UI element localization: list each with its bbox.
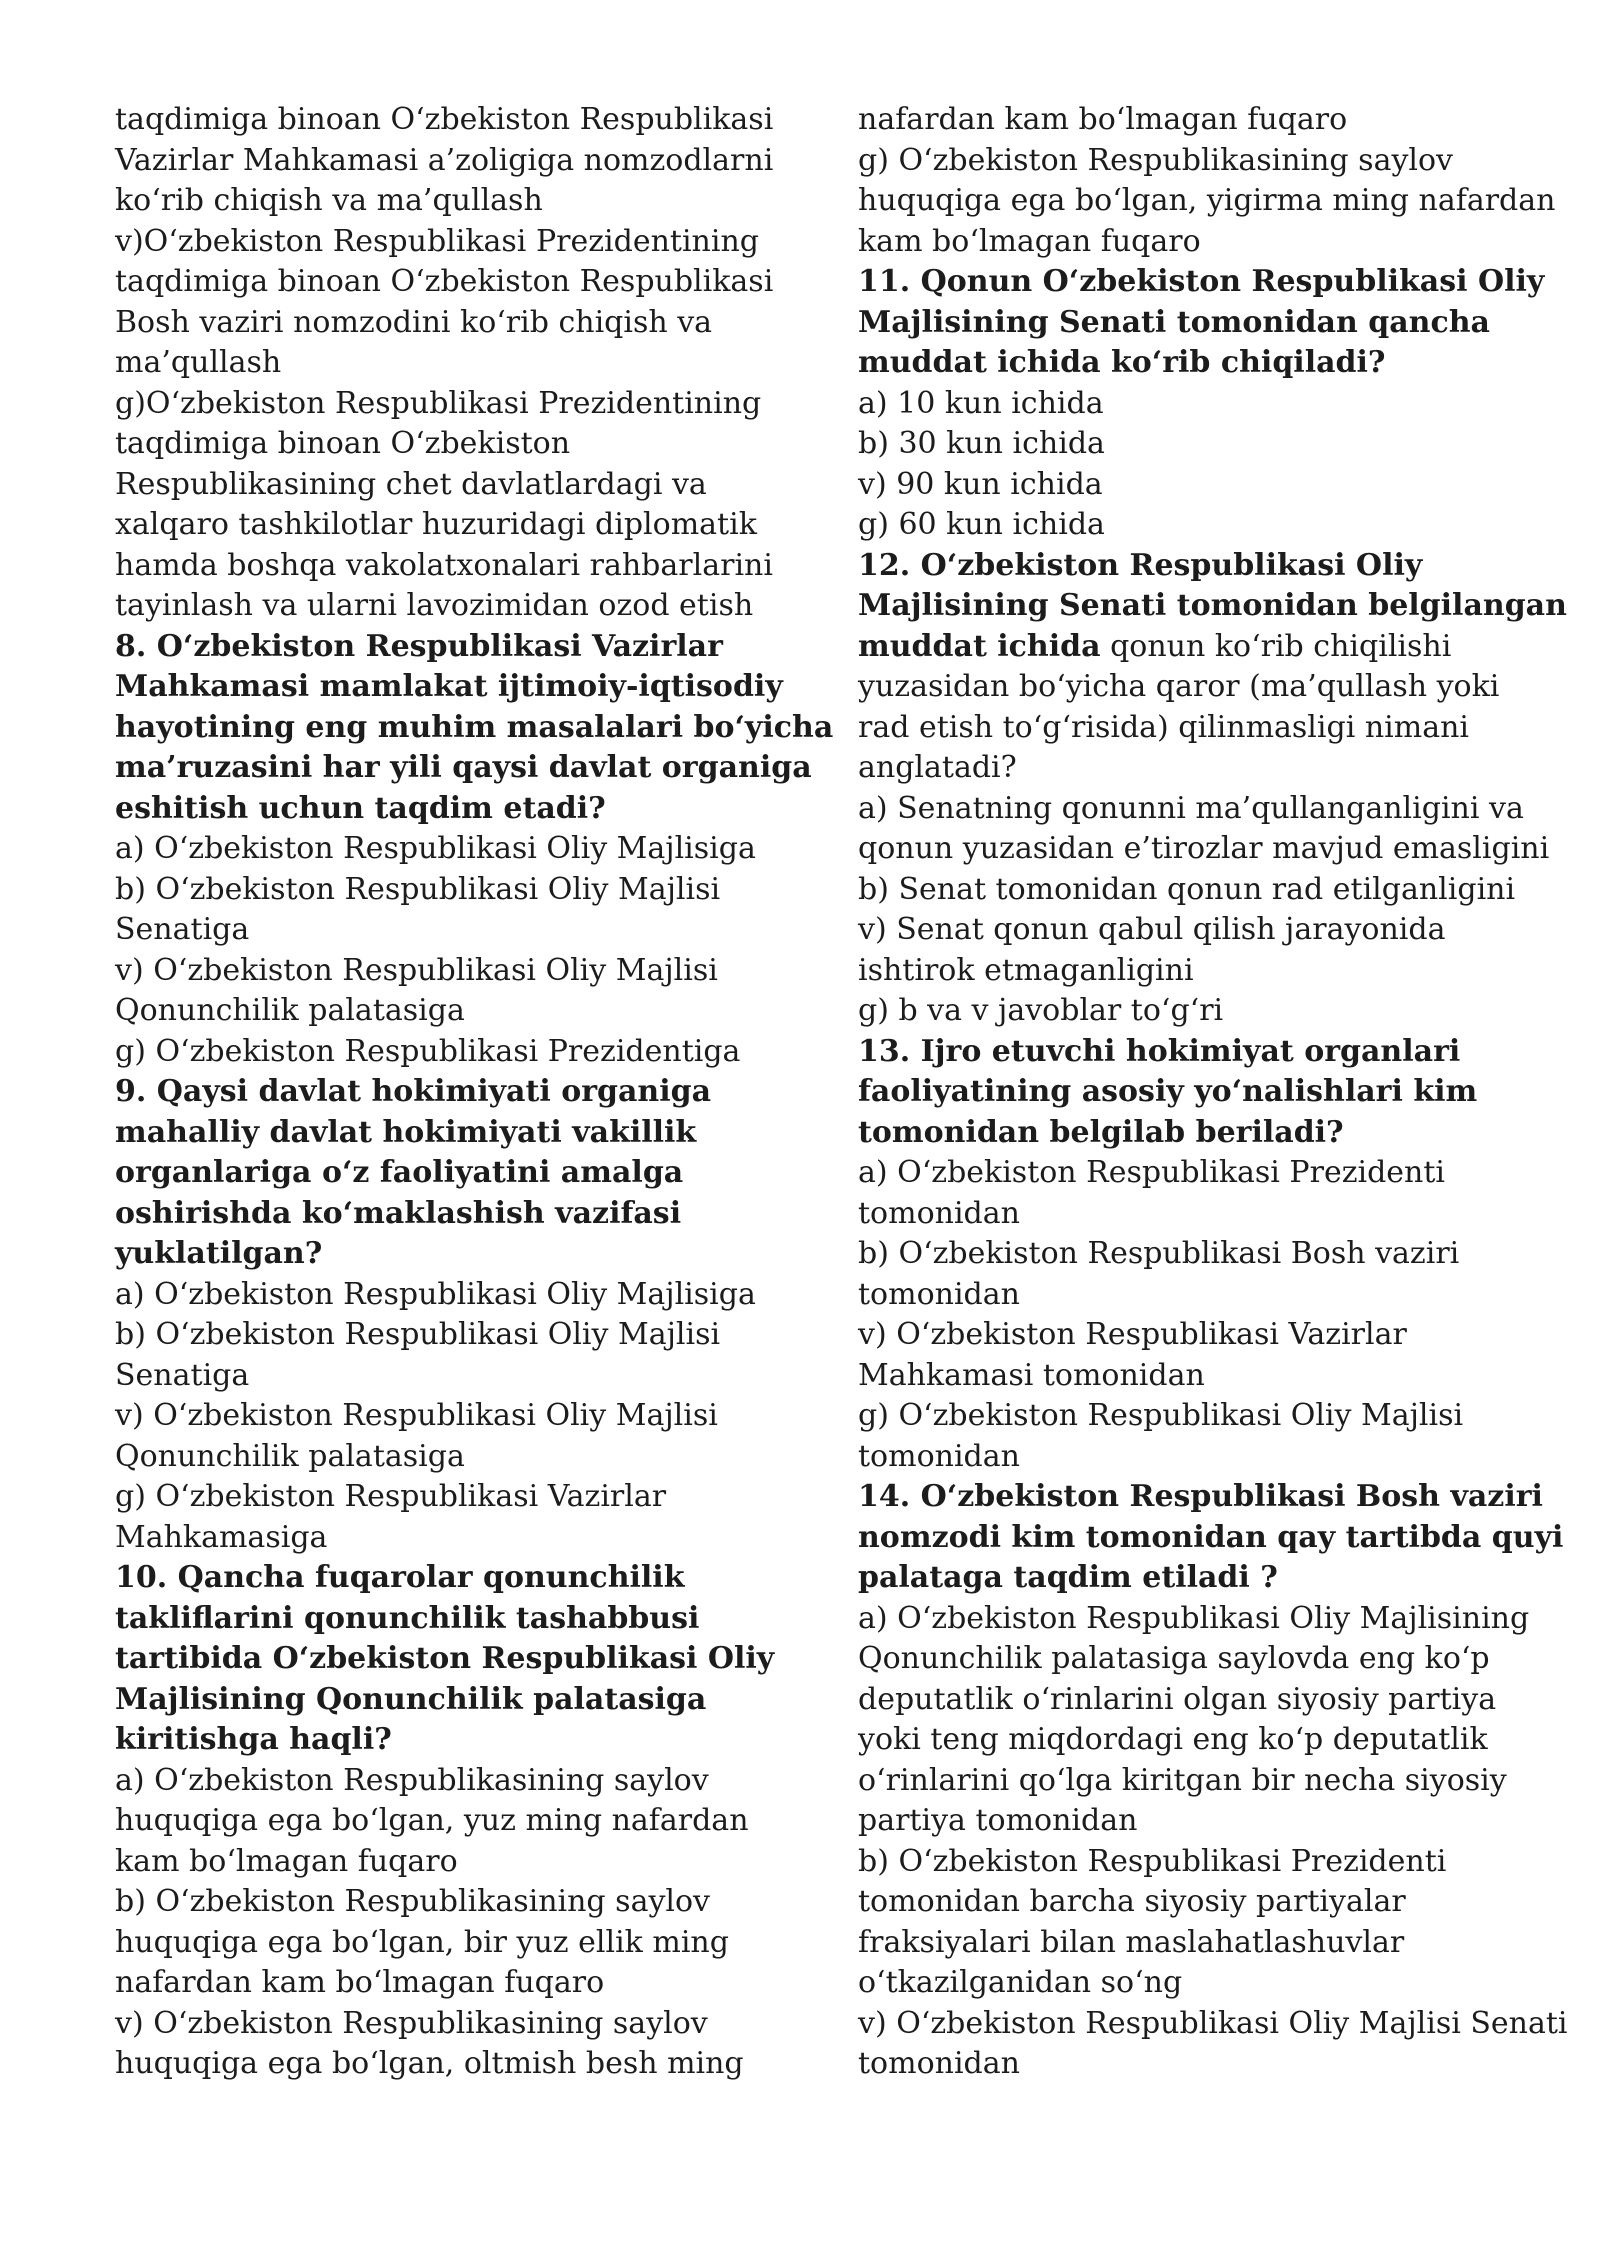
answer-line: b) O‘zbekiston Respublikasi Oliy Majlisi xyxy=(115,871,721,907)
question-line: 10. Qancha fuqarolar qonunchilik xyxy=(115,1560,685,1595)
answer-line: b) O‘zbekiston Respublikasi Prezidenti xyxy=(858,1843,1447,1879)
question-line: palataga taqdim etiladi ? xyxy=(858,1560,1278,1595)
answer-line: huquqiga ega bo‘lgan, yigirma ming nafardan xyxy=(858,183,1556,218)
question-line: Majlisining Senati tomonidan qancha xyxy=(858,304,1490,340)
question-line: 12. O‘zbekiston Respublikasi Oliy xyxy=(858,547,1423,583)
answer-line: nafardan kam bo‘lmagan fuqaro xyxy=(858,102,1348,137)
answer-line: v) O‘zbekiston Respublikasining saylov xyxy=(115,2005,708,2041)
answer-line: tomonidan xyxy=(858,1195,1020,1231)
answer-line: hamda boshqa vakolatxonalari rahbarlarini xyxy=(115,547,773,583)
answer-line: b) O‘zbekiston Respublikasi Oliy Majlisi xyxy=(115,1317,721,1352)
answer-line: a) 10 kun ichida xyxy=(858,385,1104,421)
answer-line: Bosh vaziri nomzodini ko‘rib chiqish va xyxy=(115,304,713,340)
question-line: 14. O‘zbekiston Respublikasi Bosh vaziri xyxy=(858,1479,1543,1514)
answer-line: tayinlash va ularni lavozimidan ozod etish xyxy=(115,588,754,623)
answer-line: g) 60 kun ichida xyxy=(858,507,1105,542)
answer-line: deputatlik o‘rinlarini olgan siyosiy partiya xyxy=(858,1681,1497,1717)
question-line: muddat ichida ko‘rib chiqiladi? xyxy=(858,345,1386,380)
answer-line: v) Senat qonun qabul qilish jarayonida xyxy=(858,912,1446,947)
answer-line: o‘rinlarini qo‘lga kiritgan bir necha siyosiy xyxy=(858,1762,1507,1798)
answer-line: nafardan kam bo‘lmagan fuqaro xyxy=(115,1965,605,2000)
answer-line: qonun yuzasidan e’tirozlar mavjud emasligini xyxy=(858,831,1550,866)
answer-line: kam bo‘lmagan fuqaro xyxy=(858,223,1201,259)
question-line: kiritishga haqli? xyxy=(115,1722,392,1757)
answer-line: taqdimiga binoan O‘zbekiston Respublikasi xyxy=(115,102,774,137)
answer-line: g)O‘zbekiston Respublikasi Prezidentining xyxy=(115,385,762,421)
question-line: tomonidan belgilab beriladi? xyxy=(858,1114,1344,1150)
question-line: yuklatilgan? xyxy=(115,1236,323,1271)
answer-line: g) O‘zbekiston Respublikasi Prezidentiga xyxy=(115,1033,741,1069)
answer-line: g) O‘zbekiston Respublikasining saylov xyxy=(858,142,1454,178)
question-line: Majlisining Qonunchilik palatasiga xyxy=(115,1681,707,1717)
answer-line: taqdimiga binoan O‘zbekiston Respublikasi xyxy=(115,264,774,299)
answer-line: v) O‘zbekiston Respublikasi Vazirlar xyxy=(858,1317,1407,1352)
question-text-segment: muddat ichida xyxy=(858,628,1101,664)
answer-line: v) O‘zbekiston Respublikasi Oliy Majlisi xyxy=(115,952,718,988)
answer-line: Qonunchilik palatasiga xyxy=(115,993,465,1028)
question-line: eshitish uchun taqdim etadi? xyxy=(115,790,606,826)
question-line: mahalliy davlat hokimiyati vakillik xyxy=(115,1114,697,1150)
answer-line: v) O‘zbekiston Respublikasi Oliy Majlisi xyxy=(115,1398,718,1433)
answer-line: b) 30 kun ichida xyxy=(858,426,1105,461)
answer-line: tomonidan xyxy=(858,2046,1020,2081)
left-column xyxy=(115,100,834,2085)
answer-line: Vazirlar Mahkamasi a’zoligiga nomzodlarni xyxy=(115,142,774,178)
answer-line: tomonidan barcha siyosiy partiyalar xyxy=(858,1884,1406,1919)
answer-line: a) O‘zbekiston Respublikasining saylov xyxy=(115,1762,709,1798)
answer-line: Mahkamasiga xyxy=(115,1519,328,1555)
question-line: organlariga o‘z faoliyatini amalga xyxy=(115,1155,684,1190)
answer-line: Respublikasining chet davlatlardagi va xyxy=(115,466,707,502)
answer-line: yoki teng miqdordagi eng ko‘p deputatlik xyxy=(858,1722,1488,1757)
answer-line: taqdimiga binoan O‘zbekiston xyxy=(115,426,571,461)
answer-line: yuzasidan bo‘yicha qaror (ma’qullash yoki xyxy=(858,669,1500,704)
answer-line: kam bo‘lmagan fuqaro xyxy=(115,1843,458,1879)
answer-line: xalqaro tashkilotlar huzuridagi diplomatik xyxy=(115,507,757,542)
answer-line: partiya tomonidan xyxy=(858,1803,1138,1838)
answer-line: g) O‘zbekiston Respublikasi Vazirlar xyxy=(115,1479,667,1514)
question-line: 9. Qaysi davlat hokimiyati organiga xyxy=(115,1074,712,1109)
question-line: Majlisining Senati tomonidan belgilangan xyxy=(858,588,1567,623)
answer-line: b) O‘zbekiston Respublikasi Bosh vaziri xyxy=(858,1236,1460,1271)
answer-line: anglatadi? xyxy=(858,750,1017,785)
answer-line: a) O‘zbekiston Respublikasi Oliy Majlisiga xyxy=(115,1276,756,1312)
answer-line: fraksiyalari bilan maslahatlashuvlar xyxy=(858,1924,1405,1960)
answer-line: Senatiga xyxy=(115,1357,250,1393)
answer-line: ko‘rib chiqish va ma’qullash xyxy=(115,183,543,218)
answer-line: huquqiga ega bo‘lgan, oltmish besh ming xyxy=(115,2046,744,2081)
answer-line: a) O‘zbekiston Respublikasi Prezidenti xyxy=(858,1155,1446,1190)
question-line: ma’ruzasini har yili qaysi davlat organiga xyxy=(115,750,812,785)
answer-line: ma’qullash xyxy=(115,345,282,380)
answer-line: Mahkamasi tomonidan xyxy=(858,1357,1205,1393)
question-line: hayotining eng muhim masalalari bo‘yicha xyxy=(115,709,834,745)
answer-line: Senatiga xyxy=(115,912,250,947)
answer-line: v) O‘zbekiston Respublikasi Oliy Majlisi Senati xyxy=(858,2005,1568,2041)
question-line: oshirishda ko‘maklashish vazifasi xyxy=(115,1195,682,1231)
question-line: takliflarini qonunchilik tashabbusi xyxy=(115,1600,700,1636)
answer-line: b) Senat tomonidan qonun rad etilganligini xyxy=(858,871,1516,907)
answer-line: o‘tkazilganidan so‘ng xyxy=(858,1965,1183,2000)
answer-line: tomonidan xyxy=(858,1276,1020,1312)
answer-line: a) O‘zbekiston Respublikasi Oliy Majlisining xyxy=(858,1600,1530,1636)
answer-line: a) O‘zbekiston Respublikasi Oliy Majlisiga xyxy=(115,831,756,866)
answer-line: v)O‘zbekiston Respublikasi Prezidentining xyxy=(115,223,759,259)
answer-line: v) 90 kun ichida xyxy=(858,466,1103,502)
question-line: nomzodi kim tomonidan qay tartibda quyi xyxy=(858,1519,1564,1555)
answer-line: tomonidan xyxy=(858,1438,1020,1474)
question-line: 8. O‘zbekiston Respublikasi Vazirlar xyxy=(115,628,723,664)
answer-line: a) Senatning qonunni ma’qullanganligini va xyxy=(858,790,1524,826)
answer-line: g) b va v javoblar to‘g‘ri xyxy=(858,993,1224,1028)
right-column xyxy=(858,100,1568,2085)
body-text-segment: qonun ko‘rib chiqilishi xyxy=(1100,628,1452,664)
question-line: 11. Qonun O‘zbekiston Respublikasi Oliy xyxy=(858,264,1545,299)
question-line: Mahkamasi mamlakat ijtimoiy-iqtisodiy xyxy=(115,669,783,704)
answer-line: huquqiga ega bo‘lgan, bir yuz ellik ming xyxy=(115,1924,729,1960)
question-line: 13. Ijro etuvchi hokimiyat organlari xyxy=(858,1033,1461,1069)
question-line: tartibida O‘zbekiston Respublikasi Oliy xyxy=(115,1641,775,1676)
question-line: faoliyatining asosiy yo‘nalishlari kim xyxy=(858,1074,1478,1109)
answer-line: rad etish to‘g‘risida) qilinmasligi nimani xyxy=(858,709,1470,745)
text-line xyxy=(858,627,1518,668)
answer-line: Qonunchilik palatasiga saylovda eng ko‘p xyxy=(858,1641,1490,1676)
answer-line: ishtirok etmaganligini xyxy=(858,952,1194,988)
answer-line: b) O‘zbekiston Respublikasining saylov xyxy=(115,1884,711,1919)
answer-line: Qonunchilik palatasiga xyxy=(115,1438,465,1474)
answer-line: huquqiga ega bo‘lgan, yuz ming nafardan xyxy=(115,1803,749,1838)
answer-line: g) O‘zbekiston Respublikasi Oliy Majlisi xyxy=(858,1398,1464,1433)
